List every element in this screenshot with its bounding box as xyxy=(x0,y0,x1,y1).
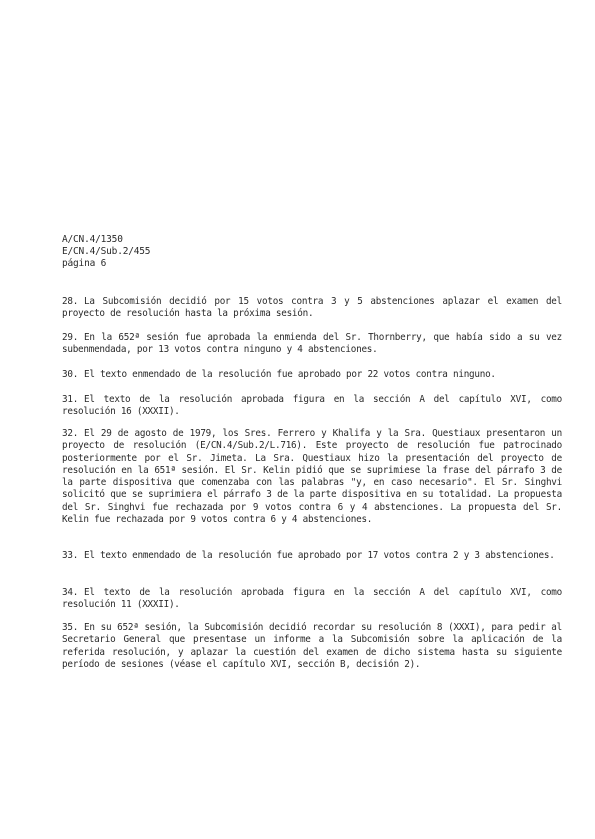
paragraph-text: El texto enmendado de la resolución fue aprobado por 22 votos contra ninguno. xyxy=(84,369,496,380)
document-symbol-header xyxy=(62,234,150,270)
document-symbol-line-2: E/CN.4/Sub.2/455 xyxy=(62,246,151,257)
paragraph-number: 30. xyxy=(62,369,79,380)
paragraph-31 xyxy=(62,394,562,419)
paragraph-34 xyxy=(62,587,562,612)
paragraph-text: En su 652ª sesión, la Subcomisión decidió recordar su resolución 8 (XXXI), para pedir al Secretario General que presentase un informe a la Subcomisión sobre la aplicación de la referida resolución, y aplazar la cuestión del examen de dicho sistema hasta su siguiente período de sesiones (véase el capítulo XVI, sección B, decisión 2). xyxy=(62,622,562,670)
paragraph-text: En la 652ª sesión fue aprobada la enmienda del Sr. Thornberry, que había sido a su vez subenmendada, por 13 votos contra ninguno y 4 abstenciones. xyxy=(62,332,562,356)
paragraph-text: El texto de la resolución aprobada figura en la sección A del capítulo XVI, como resolución 11 (XXXII). xyxy=(62,587,562,611)
paragraph-text: El texto enmendado de la resolución fue aprobado por 17 votos contra 2 y 3 abstenciones. xyxy=(84,550,555,561)
paragraph-number: 28. xyxy=(62,296,79,307)
paragraph-number: 29. xyxy=(62,332,79,343)
paragraph-35 xyxy=(62,622,562,671)
page-number-line: página 6 xyxy=(62,258,107,269)
paragraph-number: 34. xyxy=(62,587,79,598)
paragraph-28 xyxy=(62,296,562,321)
paragraph-number: 35. xyxy=(62,622,79,633)
paragraph-number: 33. xyxy=(62,550,79,561)
paragraph-number: 31. xyxy=(62,394,79,405)
document-symbol-line-1: A/CN.4/1350 xyxy=(62,234,123,245)
paragraph-text: El 29 de agosto de 1979, los Sres. Ferrero y Khalifa y la Sra. Questiaux presentaron un proyecto de resolución (E/CN.4/Sub.2/L.716). Este proyecto de resolución fue patrocinado posteriormente por el Sr. Jimeta. La Sra. Questiaux hizo la presentación del proyecto de resolución en la 651ª sesión. El Sr. Kelin pidió que se suprimiese la frase del párrafo 3 de la parte dispositiva que comenzaba con las palabras "y, en caso necesario". El Sr. Singhvi solicitó que se suprimiera el párrafo 3 de la parte dispositiva en su totalidad. La propuesta del Sr. Singhvi fue rechazada por 9 votos contra 6 y 4 abstenciones. La propuesta del Sr. Kelin fue rechazada por 9 votos contra 6 y 4 abstenciones. xyxy=(62,428,562,526)
paragraph-30 xyxy=(62,369,562,381)
paragraph-29 xyxy=(62,332,562,357)
paragraph-33 xyxy=(62,550,562,562)
paragraph-32 xyxy=(62,428,562,526)
paragraph-text: La Subcomisión decidió por 15 votos contra 3 y 5 abstenciones aplazar el examen del proyecto de resolución hasta la próxima sesión. xyxy=(62,296,562,320)
paragraph-text: El texto de la resolución aprobada figura en la sección A del capítulo XVI, como resolución 16 (XXXII). xyxy=(62,394,562,418)
paragraph-number: 32. xyxy=(62,428,79,439)
